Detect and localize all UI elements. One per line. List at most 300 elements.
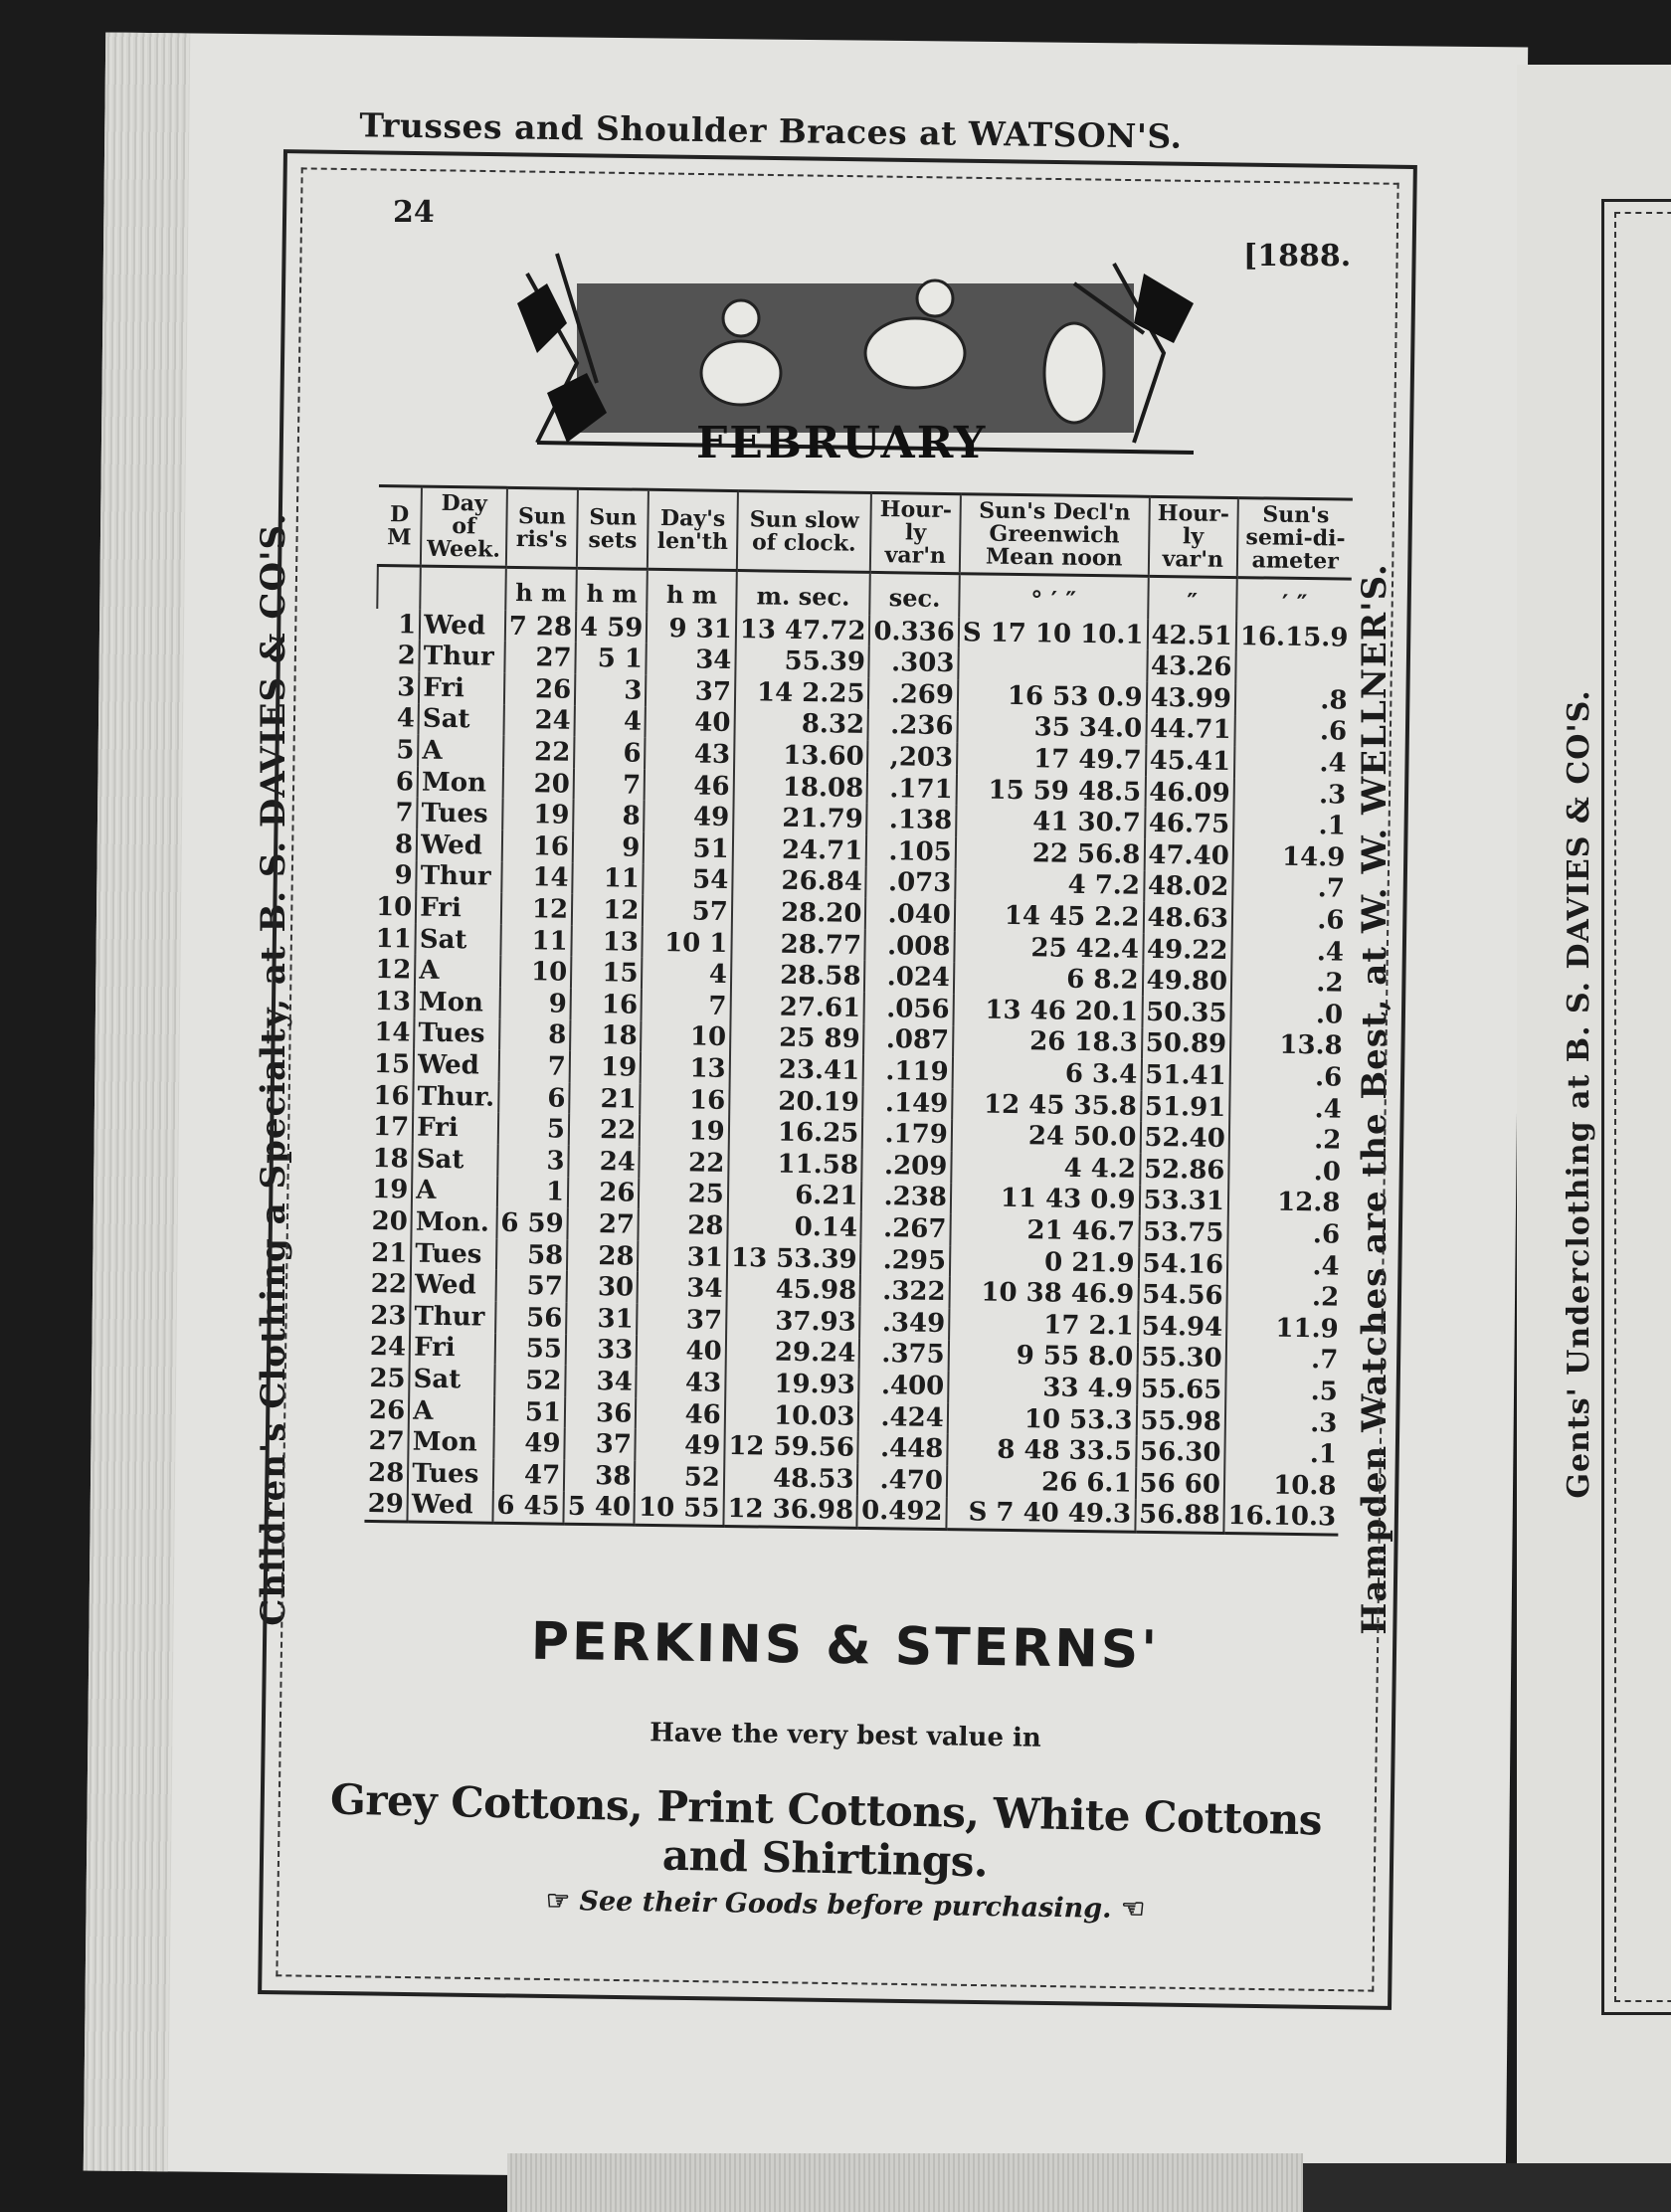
unit-decl: ° ′ ″ bbox=[959, 574, 1148, 620]
cell-sunrise: 7 bbox=[498, 1050, 570, 1083]
unit-rise: h m bbox=[505, 568, 577, 612]
cell-decl-var: 53.75 bbox=[1139, 1216, 1228, 1249]
cell-day: 9 bbox=[394, 860, 413, 891]
cell-day-length: 22 bbox=[640, 1147, 729, 1180]
cell-day-length: 19 bbox=[640, 1115, 729, 1148]
cell-declination: 14 45 2.2 bbox=[955, 899, 1144, 933]
cell-hourly-var: .056 bbox=[864, 993, 954, 1025]
cell-sunset: 5 1 bbox=[575, 643, 647, 675]
cell-sunset: 8 bbox=[573, 800, 645, 832]
table-header-row bbox=[378, 486, 1354, 580]
cell-semi-diameter: 12.8 bbox=[1228, 1187, 1344, 1219]
cell-declination: 41 30.7 bbox=[956, 806, 1145, 839]
unit-sets: h m bbox=[576, 569, 648, 613]
cell-day: 23 bbox=[370, 1300, 407, 1332]
cell-semi-diameter: .2 bbox=[1229, 1123, 1345, 1156]
cell-weekday: Wed bbox=[408, 1489, 493, 1523]
cell-decl-var: 45.41 bbox=[1145, 745, 1234, 778]
cell-decl-var: 44.71 bbox=[1146, 713, 1235, 746]
cell-sun-slow: 45.98 bbox=[726, 1273, 860, 1306]
cell-declination: S 17 10 10.1 bbox=[959, 617, 1148, 650]
cell-sun-slow: 29.24 bbox=[725, 1336, 859, 1369]
cell-sunrise: 1 bbox=[497, 1176, 569, 1208]
cell-declination: 16 53 0.9 bbox=[958, 679, 1147, 713]
cell-hourly-var: .073 bbox=[866, 867, 956, 900]
cell-day-length: 43 bbox=[645, 738, 734, 771]
cell-sunrise: 6 bbox=[498, 1082, 570, 1115]
cell-semi-diameter: 14.9 bbox=[1233, 840, 1349, 873]
cell-declination: 9 55 8.0 bbox=[948, 1340, 1137, 1374]
cell-semi-diameter: .1 bbox=[1224, 1437, 1340, 1470]
cell-semi-diameter: .4 bbox=[1229, 1092, 1345, 1125]
cell-declination: 26 18.3 bbox=[953, 1025, 1142, 1059]
ad-goods: Grey Cottons, Print Cottons, White Cottons and Shirtings. bbox=[329, 1774, 1323, 1887]
left-margin-advertisement: Children's Clothing a Specialty, at B. S. DAVIES & CO'S. bbox=[254, 512, 293, 1626]
cell-hourly-var: .171 bbox=[867, 773, 957, 806]
cell-decl-var: 50.35 bbox=[1142, 997, 1231, 1029]
cell-declination: 17 2.1 bbox=[949, 1308, 1138, 1342]
cell-sunrise: 16 bbox=[501, 830, 573, 863]
cell-sunset: 33 bbox=[566, 1334, 638, 1367]
cell-sun-slow: 28.20 bbox=[732, 896, 866, 929]
cell-declination: 12 45 35.8 bbox=[952, 1088, 1141, 1122]
cell-semi-diameter: .5 bbox=[1225, 1375, 1341, 1407]
cell-day-length: 31 bbox=[638, 1240, 727, 1273]
cell-day-length: 46 bbox=[645, 770, 734, 803]
cell-sun-slow: 10.03 bbox=[725, 1399, 859, 1432]
cell-hourly-var: .303 bbox=[869, 646, 959, 679]
cell-day-length: 52 bbox=[635, 1461, 724, 1494]
cell-sun-slow: 23.41 bbox=[729, 1053, 863, 1086]
cell-hourly-var: 0.492 bbox=[857, 1495, 947, 1529]
cell-day-length: 4 bbox=[642, 958, 731, 991]
cell-day: 12 bbox=[374, 955, 412, 986]
cell-semi-diameter: 13.8 bbox=[1230, 1029, 1346, 1062]
cell-semi-diameter: .3 bbox=[1225, 1406, 1341, 1439]
cell-sun-slow: 55.39 bbox=[735, 645, 869, 678]
right-margin-advertisement: Hampden Watches are the Best, at W. W. WELLNER'S. bbox=[1355, 563, 1394, 1635]
cell-sun-slow: 12 36.98 bbox=[723, 1493, 857, 1528]
cell-declination: 10 53.3 bbox=[948, 1402, 1137, 1436]
cell-hourly-var: .119 bbox=[863, 1055, 953, 1088]
cell-weekday: Sat bbox=[409, 1364, 494, 1396]
cell-hourly-var: .424 bbox=[858, 1401, 948, 1434]
cell-day: 27 bbox=[368, 1426, 405, 1457]
cell-day-length: 43 bbox=[637, 1367, 726, 1399]
ad-tagline: Have the very best value in bbox=[649, 1718, 1042, 1753]
cell-sunrise: 58 bbox=[496, 1238, 568, 1271]
cell-day: 14 bbox=[374, 1017, 411, 1048]
cell-day: 26 bbox=[368, 1394, 406, 1425]
cell-declination: 10 38 46.9 bbox=[949, 1276, 1138, 1310]
cell-sun-slow: 28.77 bbox=[731, 928, 865, 961]
ad-note: See their Goods before purchasing. bbox=[579, 1886, 1112, 1925]
cell-sun-slow: 37.93 bbox=[726, 1305, 860, 1338]
cell-sun-slow: 19.93 bbox=[725, 1368, 859, 1400]
cell-decl-var: 49.22 bbox=[1143, 934, 1232, 967]
cell-weekday: Thur bbox=[416, 860, 501, 893]
cell-semi-diameter: 10.8 bbox=[1224, 1469, 1340, 1502]
cell-sunset: 31 bbox=[566, 1303, 638, 1336]
cell-sunset: 4 59 bbox=[576, 612, 648, 645]
cell-weekday: Sat bbox=[419, 703, 504, 736]
cell-declination: 4 7.2 bbox=[955, 868, 1144, 902]
cell-sunset: 6 bbox=[574, 737, 646, 770]
cell-sunset: 7 bbox=[574, 769, 646, 802]
cell-day: 13 bbox=[374, 986, 412, 1017]
cell-sun-slow: 21.79 bbox=[733, 802, 867, 834]
cell-declination: S 7 40 49.3 bbox=[946, 1497, 1135, 1533]
unit-dvar: ″ bbox=[1148, 577, 1237, 621]
cell-declination: 6 8.2 bbox=[954, 963, 1143, 997]
cell-decl-var: 54.16 bbox=[1138, 1248, 1227, 1281]
cell-sun-slow: 8.32 bbox=[734, 708, 868, 741]
cell-hourly-var: .105 bbox=[866, 835, 956, 868]
cell-hourly-var: .295 bbox=[860, 1244, 950, 1277]
cell-semi-diameter: .6 bbox=[1227, 1217, 1343, 1250]
cell-day: 11 bbox=[375, 923, 413, 955]
cell-weekday: Sat bbox=[412, 1144, 497, 1177]
cell-day: 8 bbox=[394, 830, 414, 860]
col-sun-sets: Sun sets bbox=[577, 488, 649, 569]
pointing-hand-left-icon: ☞ bbox=[545, 1885, 571, 1918]
cell-sunrise: 7 28 bbox=[505, 611, 577, 644]
cell-sunrise: 3 bbox=[497, 1145, 569, 1178]
cell-sunset: 4 bbox=[575, 705, 647, 738]
cell-decl-var: 51.91 bbox=[1141, 1091, 1230, 1124]
cell-semi-diameter: 16.15.9 bbox=[1236, 621, 1352, 653]
cell-sunrise: 47 bbox=[493, 1459, 565, 1492]
cell-semi-diameter: .6 bbox=[1234, 715, 1350, 748]
cell-decl-var: 50.89 bbox=[1142, 1027, 1231, 1060]
cell-day-length: 13 bbox=[641, 1052, 730, 1085]
cell-decl-var: 56 60 bbox=[1135, 1468, 1224, 1501]
cell-weekday: Mon. bbox=[412, 1206, 497, 1239]
cell-weekday: Mon bbox=[415, 987, 500, 1019]
cell-hourly-var: .448 bbox=[858, 1432, 948, 1465]
facing-page-frame bbox=[1601, 199, 1671, 2015]
cell-sunrise: 6 59 bbox=[496, 1207, 568, 1240]
cell-sun-slow: 24.71 bbox=[732, 833, 866, 866]
cell-day-length: 49 bbox=[636, 1429, 725, 1462]
cell-hourly-var: ,203 bbox=[867, 741, 957, 774]
cell-decl-var: 55.30 bbox=[1137, 1342, 1226, 1375]
cell-weekday: Fri bbox=[416, 892, 501, 925]
cell-hourly-var: .400 bbox=[859, 1370, 949, 1402]
cell-day: 1 bbox=[397, 609, 417, 641]
cell-sunset: 34 bbox=[565, 1366, 637, 1398]
cell-decl-var: 51.41 bbox=[1141, 1059, 1230, 1092]
cell-weekday: Thur bbox=[410, 1300, 495, 1333]
cell-declination: 22 56.8 bbox=[956, 836, 1145, 870]
cell-day-length: 10 1 bbox=[643, 927, 732, 960]
cell-weekday: Thur. bbox=[413, 1080, 498, 1113]
cell-day-length: 51 bbox=[644, 832, 733, 865]
cell-day-length: 28 bbox=[639, 1209, 728, 1242]
cell-sunrise: 6 45 bbox=[492, 1490, 564, 1524]
cell-day: 19 bbox=[371, 1175, 409, 1205]
unit-slow: m. sec. bbox=[736, 571, 870, 616]
cell-day: 4 bbox=[396, 703, 416, 734]
facing-page-advertisement: Gents' Underclothing at B. S. DAVIES & CO'S. bbox=[1562, 689, 1596, 1499]
cell-sunrise: 8 bbox=[499, 1018, 571, 1051]
col-day-of-week: Day of Week. bbox=[421, 486, 507, 567]
cell-semi-diameter bbox=[1235, 652, 1351, 685]
cell-day-length: 40 bbox=[637, 1335, 726, 1368]
cell-declination bbox=[958, 648, 1147, 682]
cell-semi-diameter: 11.9 bbox=[1226, 1312, 1342, 1345]
cell-sunrise: 24 bbox=[503, 704, 575, 737]
cell-sunrise: 27 bbox=[504, 642, 576, 674]
cell-sunset: 15 bbox=[571, 957, 643, 990]
cell-semi-diameter: 16.10.3 bbox=[1223, 1500, 1339, 1535]
cell-sunrise: 51 bbox=[493, 1395, 565, 1428]
cell-day-length: 7 bbox=[642, 990, 731, 1022]
cell-day: 15 bbox=[373, 1048, 411, 1080]
cell-hourly-var: 0.336 bbox=[869, 616, 959, 648]
col-semi-diameter: Sun's semi-di- ameter bbox=[1237, 498, 1354, 580]
cell-semi-diameter: .7 bbox=[1226, 1344, 1342, 1377]
cell-day-length: 16 bbox=[641, 1084, 730, 1117]
cell-sunset: 19 bbox=[570, 1051, 642, 1084]
cell-day: 6 bbox=[395, 766, 415, 798]
cell-sunrise: 26 bbox=[504, 673, 576, 706]
cell-declination: 8 48 33.5 bbox=[947, 1433, 1136, 1467]
cell-day: 17 bbox=[372, 1112, 410, 1143]
cell-hourly-var: .238 bbox=[861, 1181, 951, 1213]
cell-sun-slow: 13.60 bbox=[734, 739, 868, 772]
cell-semi-diameter: .4 bbox=[1231, 935, 1347, 968]
cell-weekday: Tues bbox=[414, 1017, 499, 1050]
cell-decl-var: 54.94 bbox=[1138, 1311, 1227, 1344]
cell-declination: 15 59 48.5 bbox=[956, 774, 1145, 808]
cell-hourly-var: .236 bbox=[868, 710, 958, 743]
unit-var: sec. bbox=[870, 573, 960, 617]
cell-decl-var: 46.75 bbox=[1145, 808, 1234, 840]
pointing-hand-right-icon: ☜ bbox=[1120, 1893, 1146, 1926]
cell-day: 10 bbox=[375, 892, 413, 923]
cell-semi-diameter: .6 bbox=[1229, 1060, 1345, 1093]
cell-sun-slow: 14 2.25 bbox=[735, 676, 869, 709]
page-edges bbox=[84, 33, 191, 2172]
cell-weekday: Fri bbox=[413, 1112, 498, 1145]
cell-sunset: 21 bbox=[569, 1083, 641, 1116]
almanac-rows bbox=[364, 566, 1352, 1535]
cell-day: 7 bbox=[395, 798, 414, 829]
cell-decl-var: 43.26 bbox=[1147, 650, 1236, 683]
cell-day: 2 bbox=[397, 641, 416, 671]
header-advertisement: Trusses and Shoulder Braces at WATSON'S. bbox=[359, 105, 1183, 156]
cell-hourly-var: .209 bbox=[862, 1150, 952, 1183]
col-day-of-month: D M bbox=[378, 486, 422, 567]
cell-hourly-var: .375 bbox=[859, 1338, 949, 1371]
cell-declination: 11 43 0.9 bbox=[951, 1183, 1140, 1216]
cell-day-length: 37 bbox=[637, 1304, 726, 1337]
cell-sunset: 12 bbox=[572, 894, 644, 927]
cell-decl-var: 43.99 bbox=[1146, 682, 1235, 715]
cell-sunset: 11 bbox=[572, 862, 644, 895]
cell-hourly-var: .269 bbox=[868, 678, 958, 711]
cell-declination: 26 6.1 bbox=[947, 1465, 1136, 1499]
cell-sunset: 9 bbox=[573, 831, 645, 864]
almanac-table bbox=[363, 484, 1353, 1537]
cell-weekday: Mon bbox=[418, 766, 503, 799]
cell-weekday: Wed bbox=[417, 830, 502, 862]
cell-sunrise: 11 bbox=[500, 925, 572, 958]
cell-sun-slow: 20.19 bbox=[729, 1085, 863, 1118]
cell-day: 29 bbox=[364, 1488, 408, 1522]
cell-sunset: 27 bbox=[567, 1208, 639, 1241]
cell-weekday: A bbox=[415, 955, 500, 988]
cell-hourly-var: .179 bbox=[862, 1118, 952, 1151]
cell-sunrise: 10 bbox=[500, 956, 572, 989]
cell-sunset: 37 bbox=[564, 1428, 636, 1461]
cell-semi-diameter: .2 bbox=[1231, 966, 1347, 999]
cell-weekday: Wed bbox=[420, 609, 505, 642]
cell-day-length: 40 bbox=[646, 706, 735, 739]
cell-sunset: 18 bbox=[570, 1019, 642, 1052]
cell-sunrise: 14 bbox=[501, 861, 573, 894]
cell-semi-diameter: .6 bbox=[1232, 903, 1348, 936]
cell-hourly-var: .470 bbox=[857, 1464, 947, 1497]
year-label: [1888. bbox=[1243, 239, 1352, 274]
cell-day: 18 bbox=[372, 1143, 409, 1175]
cell-decl-var: 48.63 bbox=[1143, 902, 1232, 935]
advertiser-name: PERKINS & STERNS' bbox=[530, 1611, 1161, 1681]
cell-sunrise: 52 bbox=[494, 1365, 566, 1397]
unit-semi: ′ ″ bbox=[1236, 578, 1352, 623]
cell-decl-var: 52.40 bbox=[1140, 1122, 1229, 1155]
cell-sunset: 38 bbox=[564, 1460, 636, 1493]
cell-sunrise: 56 bbox=[495, 1302, 567, 1335]
cell-declination: 25 42.4 bbox=[954, 931, 1143, 965]
cell-day: 21 bbox=[371, 1237, 408, 1269]
cell-semi-diameter: .4 bbox=[1234, 746, 1350, 779]
col-day-length: Day's len'th bbox=[648, 489, 738, 571]
cell-sun-slow: 26.84 bbox=[732, 865, 866, 898]
page-number: 24 bbox=[393, 195, 435, 230]
scanner-background bbox=[1303, 2163, 1671, 2212]
cell-weekday: A bbox=[418, 735, 503, 768]
col-hourly-variation: Hour- ly var'n bbox=[870, 492, 961, 574]
cell-weekday: Tues bbox=[408, 1457, 493, 1490]
cell-day: 20 bbox=[371, 1205, 409, 1237]
col-declination-variation: Hour- ly var'n bbox=[1148, 496, 1238, 578]
cell-sunset: 5 40 bbox=[563, 1491, 635, 1525]
cell-semi-diameter: .0 bbox=[1228, 1155, 1344, 1188]
cell-sun-slow: 0.14 bbox=[727, 1210, 861, 1243]
cell-weekday: Wed bbox=[414, 1049, 499, 1082]
cell-sun-slow: 25 89 bbox=[730, 1022, 864, 1055]
cell-sun-slow: 27.61 bbox=[730, 991, 864, 1023]
cell-day: 22 bbox=[370, 1269, 408, 1300]
cell-hourly-var: .024 bbox=[864, 961, 954, 994]
cell-decl-var: 55.98 bbox=[1136, 1404, 1225, 1437]
cell-semi-diameter: .0 bbox=[1230, 998, 1346, 1030]
cell-day: 5 bbox=[396, 735, 415, 766]
cell-weekday: A bbox=[409, 1394, 494, 1427]
cell-day-length: 25 bbox=[639, 1178, 728, 1210]
cell-sunset: 26 bbox=[568, 1177, 640, 1209]
col-sun-rises: Sun ris's bbox=[506, 487, 578, 568]
cell-sun-slow: 13 53.39 bbox=[727, 1242, 861, 1275]
cell-weekday: Tues bbox=[417, 798, 502, 830]
cell-decl-var: 53.31 bbox=[1139, 1185, 1228, 1217]
cell-declination: 6 3.4 bbox=[952, 1056, 1141, 1090]
cell-decl-var: 49.80 bbox=[1142, 965, 1231, 998]
cell-day: 28 bbox=[367, 1457, 405, 1489]
cell-sunset: 16 bbox=[571, 989, 643, 1021]
cell-day-length: 37 bbox=[646, 675, 735, 708]
cell-day-length: 46 bbox=[636, 1397, 725, 1430]
cell-semi-diameter: .3 bbox=[1233, 778, 1349, 811]
cell-decl-var: 56.88 bbox=[1135, 1499, 1224, 1533]
cell-sun-slow: 48.53 bbox=[724, 1462, 858, 1495]
cell-sunrise: 12 bbox=[501, 893, 573, 926]
cell-sun-slow: 28.58 bbox=[731, 959, 865, 992]
cell-decl-var: 42.51 bbox=[1147, 620, 1236, 652]
cell-sun-slow: 13 47.72 bbox=[736, 614, 870, 646]
cell-sunrise: 49 bbox=[493, 1427, 565, 1460]
cell-sunset: 30 bbox=[567, 1271, 639, 1304]
cell-day-length: 34 bbox=[647, 644, 736, 676]
cell-semi-diameter: .8 bbox=[1235, 683, 1351, 716]
cell-declination: 21 46.7 bbox=[950, 1213, 1139, 1247]
cell-hourly-var: .322 bbox=[860, 1275, 950, 1308]
col-declination: Sun's Decl'n Greenwich Mean noon bbox=[960, 494, 1150, 577]
cell-declination: 17 49.7 bbox=[957, 742, 1146, 776]
cell-weekday: Sat bbox=[416, 923, 501, 956]
cell-sun-slow: 18.08 bbox=[733, 771, 867, 804]
page-stack-bottom bbox=[507, 2153, 1303, 2212]
cell-day: 16 bbox=[373, 1080, 410, 1112]
cell-weekday: A bbox=[412, 1175, 497, 1207]
cell-weekday: Mon bbox=[409, 1426, 494, 1459]
cell-day-length: 34 bbox=[638, 1272, 727, 1305]
cell-sunrise: 22 bbox=[503, 736, 575, 769]
cell-day-length: 10 bbox=[641, 1020, 730, 1053]
cell-sunset: 3 bbox=[575, 674, 647, 707]
cell-sun-slow: 11.58 bbox=[728, 1148, 862, 1181]
cell-weekday: Tues bbox=[411, 1237, 496, 1270]
cell-hourly-var: .267 bbox=[861, 1212, 951, 1245]
cell-decl-var: 54.56 bbox=[1138, 1279, 1227, 1312]
cell-hourly-var: .138 bbox=[867, 804, 957, 836]
cell-day-length: 10 55 bbox=[635, 1492, 724, 1526]
cell-decl-var: 48.02 bbox=[1144, 870, 1233, 903]
cell-sunset: 13 bbox=[571, 926, 643, 959]
cell-day-length: 49 bbox=[645, 801, 734, 833]
cell-sunrise: 57 bbox=[495, 1270, 567, 1303]
cell-weekday: Fri bbox=[419, 672, 504, 705]
cell-sunrise: 20 bbox=[502, 768, 574, 801]
cell-day-length: 9 31 bbox=[647, 613, 736, 645]
cell-weekday: Thur bbox=[420, 641, 505, 673]
cell-decl-var: 47.40 bbox=[1144, 839, 1233, 872]
cell-decl-var: 46.09 bbox=[1145, 777, 1234, 810]
unit-len: h m bbox=[648, 570, 737, 614]
cell-sunset: 24 bbox=[568, 1146, 640, 1179]
cell-semi-diameter: .2 bbox=[1226, 1280, 1342, 1313]
cell-hourly-var: .349 bbox=[860, 1307, 950, 1340]
cell-hourly-var: .040 bbox=[865, 898, 955, 931]
cell-sunrise: 5 bbox=[497, 1113, 569, 1146]
cell-day: 24 bbox=[369, 1332, 407, 1363]
cell-hourly-var: .087 bbox=[863, 1023, 953, 1056]
cell-decl-var: 56.30 bbox=[1136, 1436, 1225, 1469]
cell-semi-diameter: .7 bbox=[1232, 872, 1348, 905]
col-sun-slow: Sun slow of clock. bbox=[737, 491, 872, 573]
